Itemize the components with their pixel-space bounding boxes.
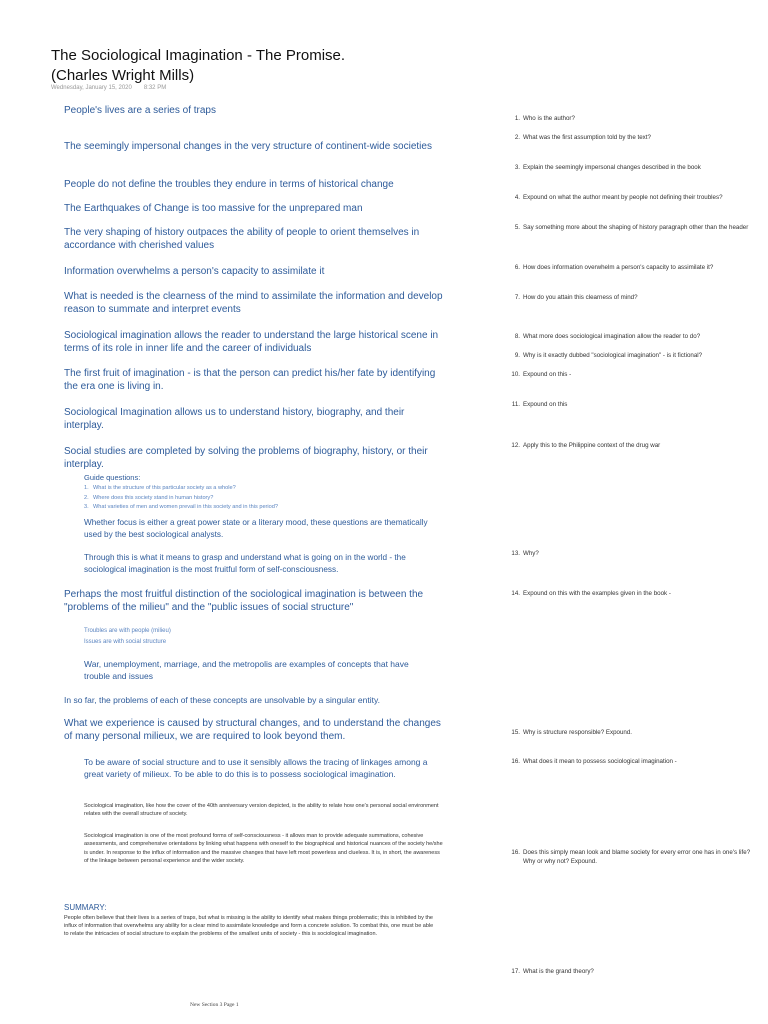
note-unsolvable: In so far, the problems of each of these concepts are unsolvable by a singular entity.	[64, 695, 380, 705]
summary-text: People often believe that their lives is a series of traps, but what is missing is the ability to identify what makes things problematic; this is inhibited by the influx of information that overwhelms any ability for a clear mind to assimilate knowledge and form a concrete solution. To combat this, one must be able to relate the intricacies of social structure to explain the problems of the smallest units of society - this is sociological imagination.	[64, 915, 434, 938]
note-structural: What we experience is caused by structural changes, and to understand the changes of many personal milieux, we are required to look beyond them.	[64, 718, 441, 742]
note-2: The seemingly impersonal changes in the very structure of continent-wide societies	[64, 141, 432, 152]
note-awareness: To be aware of social structure and to use it sensibly allows the tracing of linkages among a great variety of milieux. To be able to do this is to possess sociological imagination.	[84, 757, 428, 779]
question-8: 8. What more does sociological imagination allow the reader to do?	[514, 333, 701, 340]
page-timestamp	[51, 85, 166, 91]
guide-questions-list	[84, 484, 278, 513]
question-7: 7. How do you attain this clearness of mind?	[514, 294, 638, 301]
question-10: 10. Expound on this -	[511, 371, 572, 378]
list-item: 2. Where does this society stand in human history?	[84, 494, 214, 501]
question-12: 12. Apply this to the Philippine context of the drug war	[511, 442, 661, 449]
question-2: 2. What was the first assumption told by the text?	[514, 134, 651, 141]
list-item: 1. What is the structure of this particular society as a whole?	[84, 485, 236, 491]
note-1: People's lives are a series of traps	[64, 105, 216, 116]
question-5: 5. Say something more about the shaping of history paragraph other than the header	[514, 224, 749, 231]
question-15: 15. Why is structure responsible? Expound.	[511, 729, 633, 736]
question-1: 1. Who is the author?	[514, 115, 575, 122]
note-5: The very shaping of history outpaces the ability of people to orient themselves in accordance with cherished values	[64, 227, 420, 251]
page-title: The Sociological Imagination - The Promise. (Charles Wright Mills)	[51, 47, 346, 84]
note-8: Sociological imagination allows the reader to understand the large historical scene in terms of its role in inner life and the career of individuals	[64, 330, 439, 354]
note-focus: Whether focus is either a great power state or a literary mood, these questions are thematically used by the best sociological analysts.	[84, 518, 428, 539]
note-distinction: Perhaps the most fruitful distinction of the sociological imagination is between the "problems of the milieu" and the "public issues of social structure"	[64, 589, 424, 613]
paragraph-self-consciousness: Sociological imagination is one of the most profound forms of self-consciousness - it allows man to provide adequate summations, cohesive assessments, and comprehensive orientations by linking what happens with oneself to the biographical and historical nuances of the society he/she is under. In response to the influx of information and the massive changes that have left most powerless and clueless. It is, in short, the awareness of the linkage between personal experience and the wider society.	[84, 833, 443, 865]
question-3: 3. Explain the seemingly impersonal changes described in the book	[514, 164, 701, 171]
question-11: 11. Expound on this	[511, 401, 568, 408]
summary-heading: SUMMARY:	[64, 903, 107, 912]
list-item: 3. What varieties of men and women prevail in this society and in this period?	[84, 504, 278, 511]
note-3: People do not define the troubles they endure in terms of historical change	[64, 179, 394, 190]
note-grasp: Through this is what it means to grasp and understand what is going on in the world - the sociological imagination is the most fruitful form of self-consciousness.	[84, 553, 406, 574]
page-footer: New Section 3 Page 1	[190, 1002, 239, 1008]
question-16a: 16. What does it mean to possess sociological imagination -	[511, 758, 677, 765]
guide-questions-title: Guide questions:	[84, 473, 141, 482]
question-13: 13. Why?	[511, 550, 539, 557]
issues-line: Issues are with social structure	[84, 639, 167, 645]
note-7: What is needed is the clearness of the mind to assimilate the information and develop reason to summate and interpret events	[64, 291, 443, 315]
note-11: Social studies are completed by solving the problems of biography, history, or their interplay.	[64, 446, 428, 470]
note-4: The Earthquakes of Change is too massive for the unprepared man	[64, 203, 363, 214]
question-16b: 16. Does this simply mean look and blame society for every error one has in one's life? Why or why not? Expound.	[511, 849, 751, 865]
note-6: Information overwhelms a person's capacity to assimilate it	[64, 266, 325, 277]
question-6: 6. How does information overwhelm a person's capacity to assimilate it?	[514, 264, 714, 271]
page-date: Wednesday, January 15, 2020	[51, 85, 132, 91]
page-time: 8:32 PM	[143, 85, 167, 91]
note-9: The first fruit of imagination - is that the person can predict his/her fate by identifying the era one is living in.	[64, 368, 436, 392]
troubles-line: Troubles are with people (milieu)	[84, 628, 171, 634]
note-10: Sociological Imagination allows us to understand history, biography, and their interplay.	[64, 407, 405, 431]
note-examples: War, unemployment, marriage, and the metropolis are examples of concepts that have trouble and issues	[84, 659, 409, 681]
question-17: 17. What is the grand theory?	[511, 968, 594, 975]
paragraph-definition: Sociological imagination, like how the cover of the 40th anniversary version depicted, is the ability to relate how one's personal social environment relates with the overall structure of society.	[84, 803, 439, 818]
question-4: 4. Expound on what the author meant by people not defining their troubles?	[514, 194, 723, 201]
question-14: 14. Expound on this with the examples given in the book -	[511, 590, 671, 597]
question-9: 9. Why is it exactly dubbed "sociological imagination" - is it fictional?	[514, 352, 703, 359]
